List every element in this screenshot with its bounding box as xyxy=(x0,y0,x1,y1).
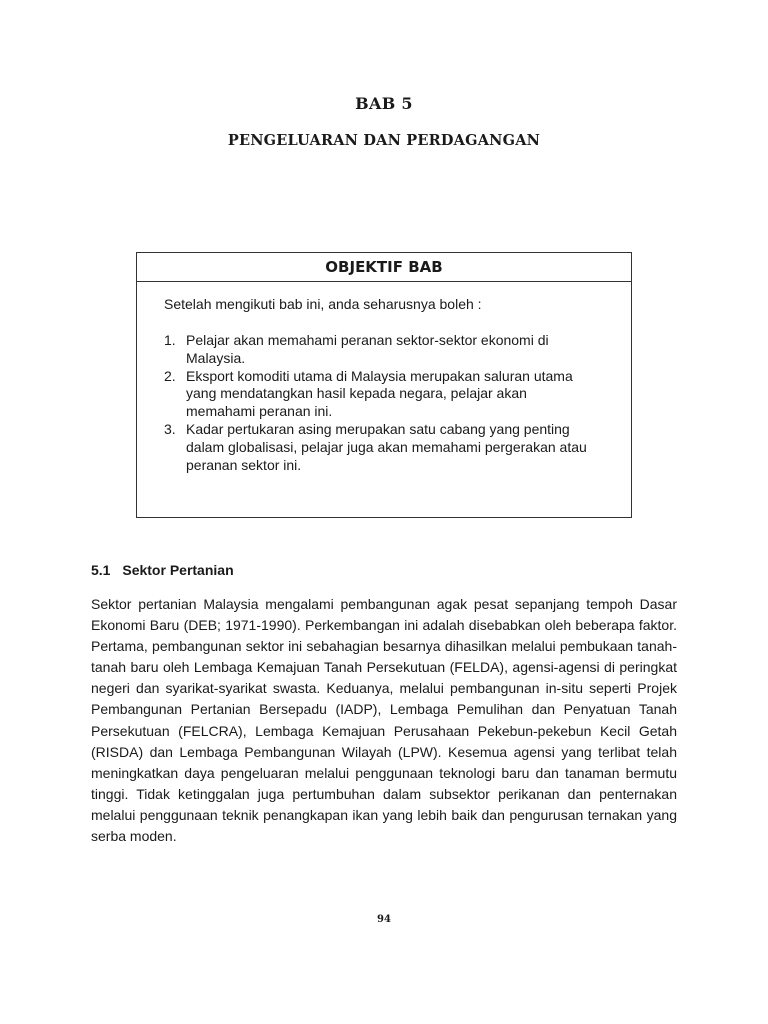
objective-item xyxy=(164,368,594,421)
objectives-heading: OBJEKTIF BAB xyxy=(137,253,631,282)
objective-item xyxy=(164,421,594,474)
section-number: 5.1 xyxy=(91,562,111,578)
objective-item-text: Eksport komoditi utama di Malaysia merupakan saluran utama yang mendatangkan hasil kepada negara, pelajar akan memahami peranan ini. xyxy=(186,367,573,420)
objectives-intro: Setelah mengikuti bab ini, anda seharusnya boleh : xyxy=(164,296,482,312)
objectives-box xyxy=(136,252,632,518)
objective-item-number: 2. xyxy=(164,367,176,384)
objective-item xyxy=(164,332,594,368)
section-paragraph: Sektor pertanian Malaysia mengalami pembangunan agak pesat sepanjang tempoh Dasar Ekonomi Baru (DEB; 1971-1990). Perkembangan ini adalah disebabkan oleh beberapa faktor. Pertama, pembangunan sektor ini sebahagian besarnya dihasilkan melalui pembukaan tanah-tanah baru oleh Lembaga Kemajuan Tanah Persekutuan (FELDA), agensi-agensi di peringkat negeri dan syarikat-syarikat swasta. Keduanya, melalui pembangunan in-situ seperti Projek Pembangunan Pertanian Bersepadu (IADP), Lembaga Pemulihan dan Penyatuan Tanah Persekutuan (FELCRA), Lembaga Kemajuan Perusahaan Pekebun-pekebun Kecil Getah (RISDA) dan Lembaga Pembangunan Wilayah (LPW). Kesemua agensi yang terlibat telah meningkatkan daya pengeluaran melalui penggunaan teknologi baru dan tanaman bermutu tinggi. Tidak ketinggalan juga pertumbuhan dalam subsektor perikanan dan penternakan melalui penggunaan teknik penangkapan ikan yang lebih baik dan pengurusan ternakan yang serba moden. xyxy=(91,596,677,845)
objective-item-number: 1. xyxy=(164,332,176,348)
objective-item-text: Kadar pertukaran asing merupakan satu cabang yang penting dalam globalisasi, pelajar juga akan memahami pergerakan atau peranan sektor ini. xyxy=(186,420,587,473)
section-title: Sektor Pertanian xyxy=(122,562,234,578)
section-heading xyxy=(91,562,234,578)
chapter-number: BAB 5 xyxy=(355,94,413,113)
objective-item-number: 3. xyxy=(164,420,176,437)
page-number: 94 xyxy=(377,914,391,925)
objective-item-text: Pelajar akan memahami peranan sektor-sektor ekonomi di Malaysia. xyxy=(186,332,549,366)
chapter-title: PENGELUARAN DAN PERDAGANGAN xyxy=(227,132,541,149)
objectives-list xyxy=(164,332,594,474)
